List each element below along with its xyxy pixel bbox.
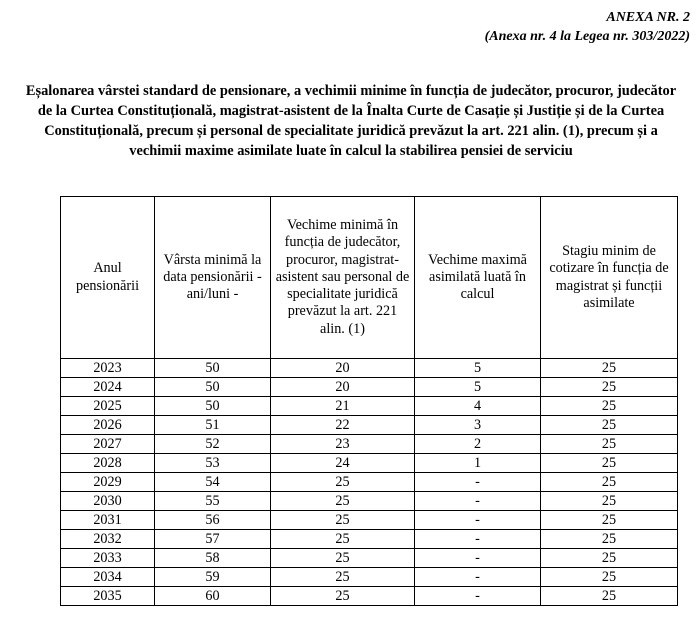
cell-minimum-age: 56 <box>155 511 271 530</box>
cell-minimum-age: 53 <box>155 454 271 473</box>
cell-contribution-period: 25 <box>541 473 678 492</box>
table-row <box>61 416 678 435</box>
cell-minimum-seniority: 21 <box>271 397 415 416</box>
cell-year: 2024 <box>61 378 155 397</box>
table-row <box>61 568 678 587</box>
table-row <box>61 435 678 454</box>
table-row <box>61 492 678 511</box>
cell-year: 2025 <box>61 397 155 416</box>
cell-contribution-period: 25 <box>541 549 678 568</box>
cell-minimum-seniority: 24 <box>271 454 415 473</box>
annex-title: ANEXA NR. 2 <box>606 10 690 25</box>
header-minimum-contribution-period: Stagiu minim de cotizare în funcția de magistrat și funcții asimilate <box>541 197 678 359</box>
cell-maximum-assimilated: - <box>415 530 541 549</box>
cell-minimum-age: 52 <box>155 435 271 454</box>
document-heading: Eșalonarea vârstei standard de pensionare, a vechimii minime în funcția de judecător, procuror, judecător de la Curtea Constituțională, magistrat-asistent de la Înalta Curte de Casație și Justiție și de la Curtea Constituțională, precum și personal de specialitate juridică prevăzut la art. 221 alin. (1), precum și a vechimii maxime asimilate luate în calcul la stabilirea pensiei de serviciu <box>25 83 677 159</box>
cell-year: 2026 <box>61 416 155 435</box>
cell-maximum-assimilated: 5 <box>415 359 541 378</box>
cell-maximum-assimilated: - <box>415 492 541 511</box>
cell-contribution-period: 25 <box>541 435 678 454</box>
cell-contribution-period: 25 <box>541 492 678 511</box>
cell-year: 2029 <box>61 473 155 492</box>
cell-maximum-assimilated: 5 <box>415 378 541 397</box>
annex-reference-block <box>485 8 690 46</box>
cell-contribution-period: 25 <box>541 587 678 606</box>
table-row <box>61 473 678 492</box>
cell-minimum-age: 58 <box>155 549 271 568</box>
cell-minimum-age: 50 <box>155 397 271 416</box>
cell-contribution-period: 25 <box>541 511 678 530</box>
cell-contribution-period: 25 <box>541 568 678 587</box>
cell-minimum-age: 54 <box>155 473 271 492</box>
cell-minimum-seniority: 20 <box>271 378 415 397</box>
table-row <box>61 454 678 473</box>
cell-minimum-seniority: 25 <box>271 511 415 530</box>
cell-year: 2034 <box>61 568 155 587</box>
cell-minimum-seniority: 25 <box>271 473 415 492</box>
header-minimum-seniority: Vechime minimă în funcția de judecător, procuror, magistrat-asistent sau personal de specialitate juridică prevăzut la art. 221 alin. (1) <box>271 197 415 359</box>
cell-minimum-seniority: 25 <box>271 492 415 511</box>
cell-minimum-seniority: 25 <box>271 568 415 587</box>
table-row <box>61 397 678 416</box>
cell-contribution-period: 25 <box>541 378 678 397</box>
table-row <box>61 549 678 568</box>
cell-maximum-assimilated: 3 <box>415 416 541 435</box>
cell-contribution-period: 25 <box>541 530 678 549</box>
cell-year: 2028 <box>61 454 155 473</box>
cell-maximum-assimilated: - <box>415 587 541 606</box>
cell-contribution-period: 25 <box>541 359 678 378</box>
cell-minimum-seniority: 20 <box>271 359 415 378</box>
table-row <box>61 511 678 530</box>
table-row <box>61 587 678 606</box>
cell-year: 2031 <box>61 511 155 530</box>
cell-year: 2023 <box>61 359 155 378</box>
table-header-row <box>61 197 678 359</box>
header-minimum-age: Vârsta minimă la data pensionării - ani/luni - <box>155 197 271 359</box>
annex-law-reference: (Anexa nr. 4 la Legea nr. 303/2022) <box>484 29 690 44</box>
cell-minimum-age: 51 <box>155 416 271 435</box>
cell-minimum-seniority: 25 <box>271 549 415 568</box>
cell-minimum-age: 59 <box>155 568 271 587</box>
cell-year: 2032 <box>61 530 155 549</box>
cell-minimum-age: 50 <box>155 359 271 378</box>
cell-minimum-seniority: 22 <box>271 416 415 435</box>
cell-minimum-age: 55 <box>155 492 271 511</box>
cell-maximum-assimilated: 1 <box>415 454 541 473</box>
cell-minimum-seniority: 25 <box>271 587 415 606</box>
cell-minimum-age: 50 <box>155 378 271 397</box>
cell-maximum-assimilated: - <box>415 549 541 568</box>
cell-maximum-assimilated: - <box>415 511 541 530</box>
cell-year: 2035 <box>61 587 155 606</box>
cell-maximum-assimilated: 4 <box>415 397 541 416</box>
cell-minimum-age: 60 <box>155 587 271 606</box>
cell-maximum-assimilated: - <box>415 568 541 587</box>
cell-year: 2027 <box>61 435 155 454</box>
cell-year: 2033 <box>61 549 155 568</box>
table-body <box>61 359 678 606</box>
cell-maximum-assimilated: 2 <box>415 435 541 454</box>
header-maximum-assimilated-seniority: Vechime maximă asimilată luată în calcul <box>415 197 541 359</box>
table-row <box>61 359 678 378</box>
cell-minimum-seniority: 23 <box>271 435 415 454</box>
cell-minimum-age: 57 <box>155 530 271 549</box>
table-row <box>61 378 678 397</box>
cell-contribution-period: 25 <box>541 397 678 416</box>
table-row <box>61 530 678 549</box>
header-retirement-year: Anul pensionării <box>61 197 155 359</box>
cell-maximum-assimilated: - <box>415 473 541 492</box>
cell-minimum-seniority: 25 <box>271 530 415 549</box>
cell-contribution-period: 25 <box>541 454 678 473</box>
cell-year: 2030 <box>61 492 155 511</box>
cell-contribution-period: 25 <box>541 416 678 435</box>
pension-schedule-table <box>60 196 678 606</box>
